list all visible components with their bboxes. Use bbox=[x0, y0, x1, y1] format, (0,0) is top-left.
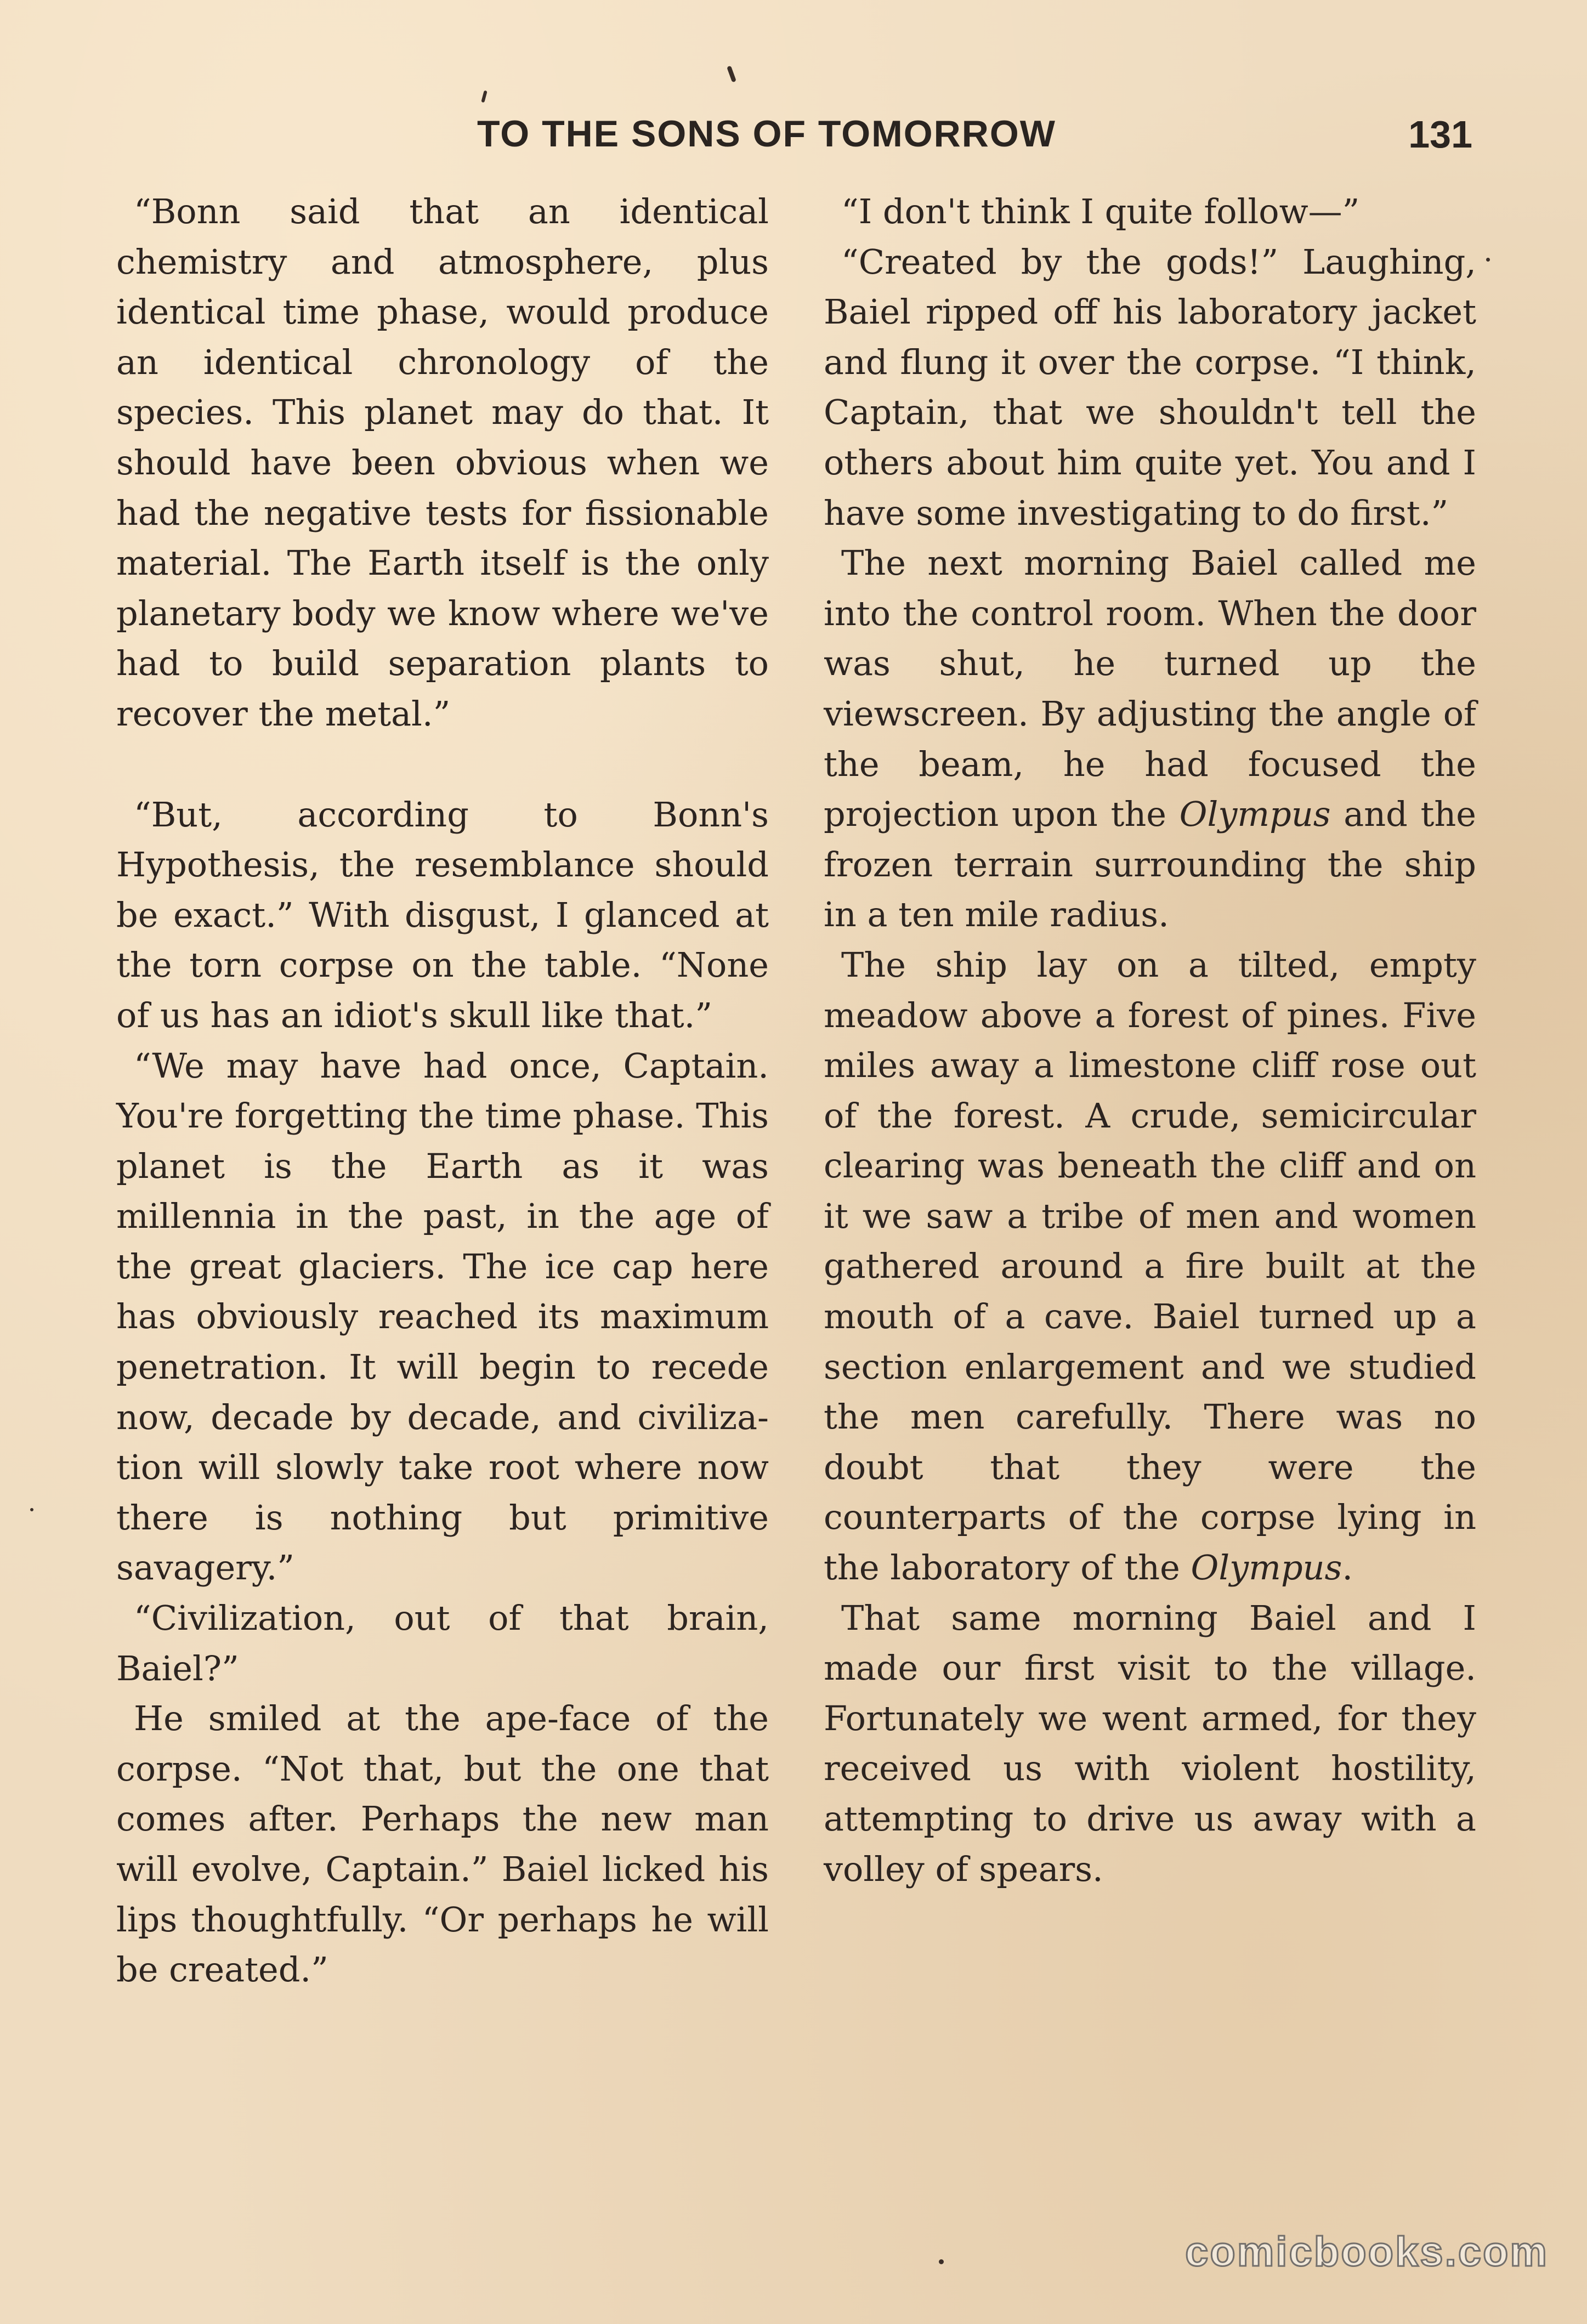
text-segment: and the frozen terrain surrounding the ship in a ten mile radius. bbox=[824, 794, 1476, 935]
paragraph-bonn-said: “Bonn said that an identical chemistry and atmosphere, plus identical time phase, would produce an identical chronology of the species. This planet may do that. It should have been obvious when we had the negative tests for fissionable material. The Earth itself is the only planetary body we know where we've had to build separation plants to recover the metal.” bbox=[116, 191, 769, 734]
ship-name-italic: Olympus bbox=[1179, 794, 1331, 835]
text-segment: The next morning Baiel called me into the control room. When the door was shut, he turned up the viewscreen. By adjusting the angle of the beam, he had focused the projection upon the bbox=[824, 543, 1476, 835]
running-head: TO THE SONS OF TOMORROW bbox=[477, 113, 1056, 155]
paragraph-created-by-gods: “Created by the gods!” Laughing, Baiel ripped off his laboratory jacket and flung it over the corpse. “I think, Captain, that we shouldn't tell the others about him quite yet. You and I have some investigating to do first.” bbox=[824, 241, 1476, 533]
paragraph-next-morning bbox=[824, 538, 1476, 940]
page-header bbox=[115, 112, 1481, 167]
ink-speck bbox=[30, 1508, 33, 1511]
page-number: 131 bbox=[1408, 113, 1472, 156]
paragraph-we-may-have: “We may have had once, Captain. You're forgetting the time phase. This planet is the Earth as it was millennia in the past, in the age of the great glaciers. The ice cap here has obviously reached its maximum penetration. It will begin to recede now, decade by decade, and civilization will slowly take root where now there is nothing but primitive savagery.” bbox=[116, 1045, 769, 1588]
ink-speck bbox=[727, 66, 736, 83]
text-segment: The ship lay on a tilted, empty meadow above a forest of pines. Five miles away a limestone cliff rose out of the forest. A crude, semicircular clearing was beneath the cliff and on it we saw a tribe of men and women gathered around a fire built at the mouth of a cave. Baiel turned up a section enlargement and we studied the men carefully. There was no doubt that they were the counterparts of the corpse lying in the laboratory of the bbox=[824, 944, 1476, 1588]
paragraph-dont-follow: “I don't think I quite follow—” bbox=[841, 191, 1360, 231]
paragraph-he-smiled: He smiled at the ape-face of the corpse. “Not that, but the one that comes after. Perhaps the new man will evolve, Captain.” Baiel licked his lips thoughtfully. “Or perhaps he will be created.” bbox=[116, 1698, 769, 1990]
ship-name-italic: Olympus bbox=[1191, 1548, 1342, 1588]
text-segment: . bbox=[1342, 1548, 1353, 1588]
ink-speck bbox=[939, 2259, 944, 2264]
paragraph-ship-lay bbox=[824, 940, 1476, 1593]
watermark-logo: comicbooks.com bbox=[1185, 2229, 1549, 2275]
ink-speck bbox=[1486, 258, 1490, 262]
left-column bbox=[116, 186, 769, 1995]
paragraph-but-according: “But, according to Bonn's Hypothesis, the resemblance should be exact.” With disgust, I glanced at the torn corpse on the table. “None of us has an idiot's skull like that.” bbox=[116, 794, 769, 1035]
paragraph-same-morning: That same morning Baiel and I made our first visit to the village. Fortunately we went armed, for they received us with violent hostility, attempting to drive us away with a volley of spears. bbox=[824, 1597, 1476, 1889]
paragraph-civilization: “Civilization, out of that brain, Baiel?” bbox=[116, 1598, 769, 1688]
ink-speck bbox=[481, 90, 487, 103]
right-column bbox=[824, 186, 1476, 1894]
